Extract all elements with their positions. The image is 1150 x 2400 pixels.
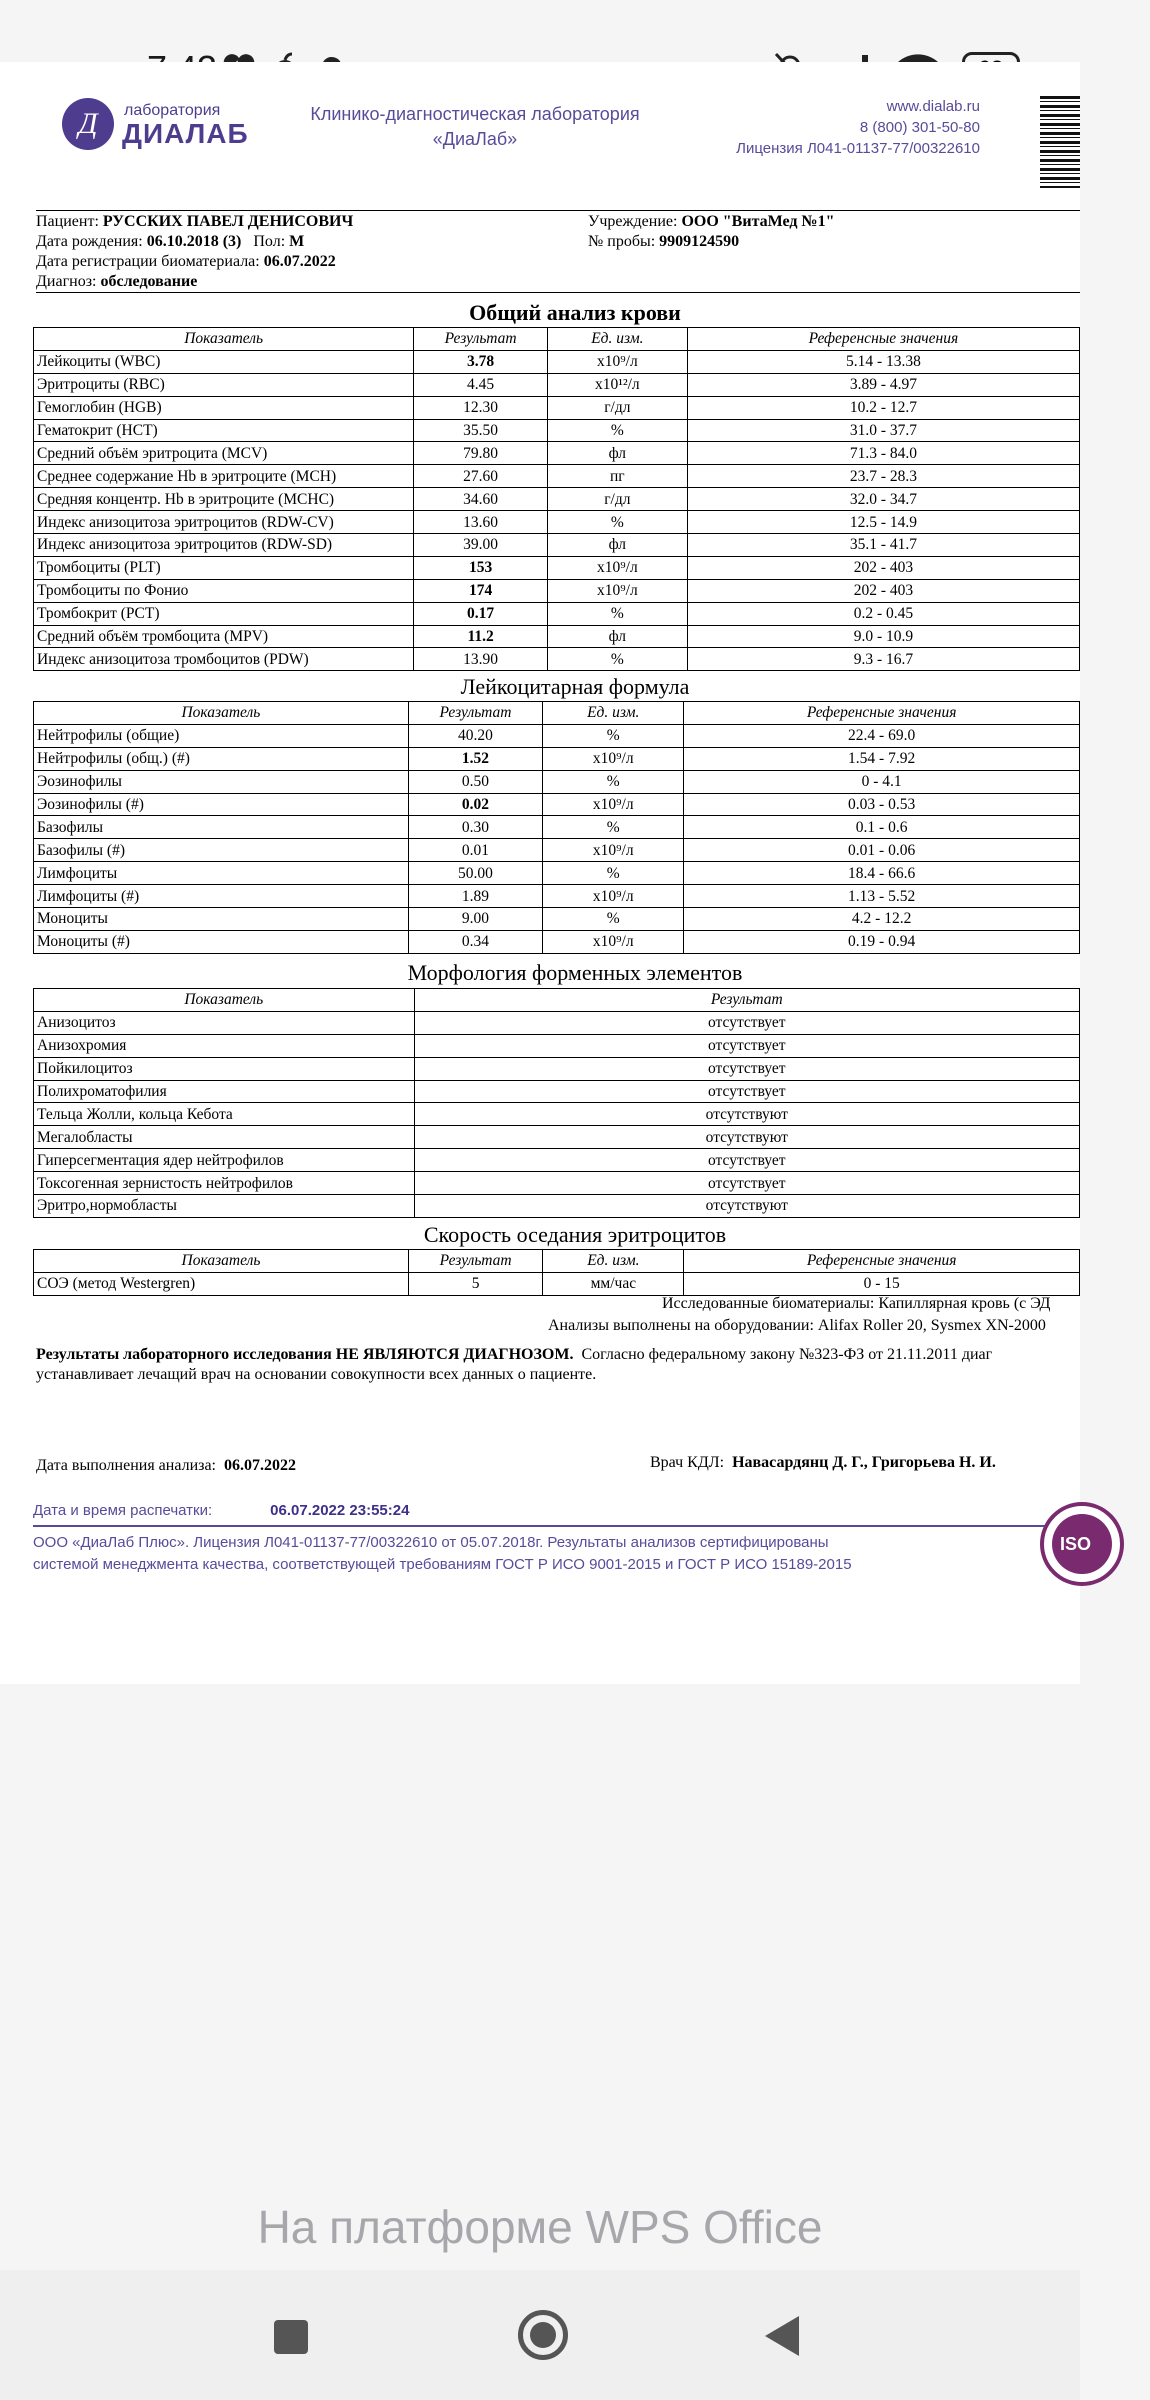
reference-range: 9.3 - 16.7 <box>687 648 1079 671</box>
param-name: Тромбоциты (PLT) <box>34 556 414 579</box>
param-name: Тромбоциты по Фонио <box>34 579 414 602</box>
reference-range: 1.54 - 7.92 <box>684 747 1080 770</box>
param-name: Индекс анизоцитоза эритроцитов (RDW-CV) <box>34 511 414 534</box>
table-row <box>34 511 1080 534</box>
reference-range: 23.7 - 28.3 <box>687 465 1079 488</box>
result-value: 34.60 <box>414 488 548 511</box>
disclaimer: Результаты лабораторного исследования НЕ ЯВЛЯЮТСЯ ДИАГНОЗОМ. Согласно федеральному закону №323-ФЗ от 21.11.2011 диаг <box>36 1346 993 1363</box>
lab-name: Клинико-диагностическая лаборатория «ДиаЛаб» <box>310 104 640 149</box>
unit-value: г/дл <box>547 488 687 511</box>
result-value: отсутствуют <box>414 1126 1079 1149</box>
table-header-row <box>34 328 1080 351</box>
param-name: Тромбокрит (PCT) <box>34 602 414 625</box>
result-value: 27.60 <box>414 465 548 488</box>
table-row <box>34 1126 1080 1149</box>
param-name: Нейтрофилы (общие) <box>34 724 409 747</box>
unit-value: % <box>547 648 687 671</box>
patient-sex: М <box>289 233 305 250</box>
result-value: 0.17 <box>414 602 548 625</box>
biomaterial-note: Исследованные биоматериалы: Капиллярная кровь (с ЭД <box>662 1295 1051 1312</box>
param-name: Анизохромия <box>34 1034 415 1057</box>
table-row <box>34 602 1080 625</box>
table-row <box>34 930 1080 953</box>
registration-date: 06.07.2022 <box>263 253 336 270</box>
table-row <box>34 396 1080 419</box>
param-name: Мегалобласты <box>34 1126 415 1149</box>
header-result: Результат <box>414 328 548 351</box>
table-row <box>34 1034 1080 1057</box>
table-row <box>34 862 1080 885</box>
lab-header <box>0 62 1080 192</box>
result-value: 1.89 <box>408 885 542 908</box>
esr-table <box>33 1249 1080 1296</box>
unit-value: % <box>543 908 684 931</box>
result-value: 13.60 <box>414 511 548 534</box>
reference-range: 4.2 - 12.2 <box>684 908 1080 931</box>
reference-range: 18.4 - 66.6 <box>684 862 1080 885</box>
result-value: 4.45 <box>414 373 548 396</box>
diagnosis: обследование <box>100 273 198 290</box>
document-page[interactable] <box>0 62 1092 1684</box>
table-row <box>34 488 1080 511</box>
section-title-morph: Морфология форменных элементов <box>407 960 743 985</box>
table-row <box>34 1080 1080 1103</box>
lab-license: Лицензия Л041-01137-77/00322610 <box>736 140 980 157</box>
table-row <box>34 908 1080 931</box>
lab-logo-icon: Д <box>62 98 114 150</box>
section-title-leuko: Лейкоцитарная формула <box>460 674 690 699</box>
result-value: 174 <box>414 579 548 602</box>
table-header-row: Показатель Результат <box>34 989 1080 1012</box>
header-unit: Ед. изм. <box>547 328 687 351</box>
param-name: Гиперсегментация ядер нейтрофилов <box>34 1149 415 1172</box>
reference-range: 71.3 - 84.0 <box>687 442 1079 465</box>
result-value: 0.50 <box>408 770 542 793</box>
recent-apps-button[interactable] <box>274 2320 308 2354</box>
section-title-cbc: Общий анализ крови <box>469 300 681 325</box>
param-name: Токсогенная зернистость нейтрофилов <box>34 1172 415 1195</box>
result-value: 3.78 <box>414 350 548 373</box>
param-name: Нейтрофилы (общ.) (#) <box>34 747 409 770</box>
param-name: СОЭ (метод Westergren) <box>34 1272 409 1295</box>
table-header-row: Показатель Результат Ед. изм. Референсные значения <box>34 702 1080 725</box>
reference-range: 202 - 403 <box>687 556 1079 579</box>
table-row <box>34 747 1080 770</box>
patient-name: РУССКИХ ПАВЕЛ ДЕНИСОВИЧ <box>102 213 354 230</box>
footer-divider <box>33 1525 1080 1527</box>
table-header-row: Показатель Результат Ед. изм. Референсные значения <box>34 1250 1080 1273</box>
table-row <box>34 648 1080 671</box>
result-value: отсутствуют <box>414 1195 1079 1218</box>
result-value: 0.01 <box>408 839 542 862</box>
table-row <box>34 816 1080 839</box>
unit-value: фл <box>547 442 687 465</box>
param-name: Лейкоциты (WBC) <box>34 350 414 373</box>
lab-phone: 8 (800) 301-50-80 <box>859 119 980 136</box>
unit-value: % <box>547 511 687 534</box>
reference-range: 0.1 - 0.6 <box>684 816 1080 839</box>
unit-value: мм/час <box>543 1272 684 1295</box>
back-button[interactable] <box>765 2316 799 2356</box>
lab-contacts <box>736 96 980 159</box>
result-value: отсутствует <box>414 1034 1079 1057</box>
param-name: Средняя концентр. Hb в эритроците (MCHC) <box>34 488 414 511</box>
table-row <box>34 465 1080 488</box>
reference-range: 0 - 15 <box>684 1272 1080 1295</box>
section-title-esr: Скорость оседания эритроцитов <box>423 1222 727 1247</box>
unit-value: х10⁹/л <box>543 747 684 770</box>
param-name: Индекс анизоцитоза тромбоцитов (PDW) <box>34 648 414 671</box>
sample-number: 9909124590 <box>659 233 740 250</box>
table-row <box>34 534 1080 557</box>
param-name: Гемоглобин (HGB) <box>34 396 414 419</box>
cbc-table <box>33 327 1080 671</box>
result-value: 5 <box>408 1272 542 1295</box>
analysis-date: Дата выполнения анализа: 06.07.2022 <box>36 1457 296 1474</box>
table-row <box>34 770 1080 793</box>
institution-info: Учреждение: ООО "ВитаМед №1" № пробы: 9909124590 <box>588 213 835 250</box>
reference-range: 3.89 - 4.97 <box>687 373 1079 396</box>
nav-bar <box>0 2270 1080 2400</box>
reference-range: 0.01 - 0.06 <box>684 839 1080 862</box>
reference-range: 0 - 4.1 <box>684 770 1080 793</box>
param-name: Тельца Жолли, кольца Кебота <box>34 1103 415 1126</box>
param-name: Анизоцитоз <box>34 1011 415 1034</box>
param-name: Лимфоциты (#) <box>34 885 409 908</box>
param-name: Базофилы <box>34 816 409 839</box>
table-row <box>34 724 1080 747</box>
patient-dob: 06.10.2018 (3) <box>146 233 242 250</box>
print-date: Дата и время распечатки: 06.07.2022 23:55:24 <box>33 1502 410 1519</box>
table-row <box>34 1011 1080 1034</box>
header-ref: Референсные значения <box>687 328 1079 351</box>
param-name: Моноциты <box>34 908 409 931</box>
result-value: 0.02 <box>408 793 542 816</box>
wps-watermark: На платформе WPS Office <box>257 2201 823 2253</box>
header-param: Показатель <box>34 328 414 351</box>
result-value: отсутствует <box>414 1011 1079 1034</box>
param-name: Эритроциты (RBC) <box>34 373 414 396</box>
table-row <box>34 839 1080 862</box>
table-row <box>34 1195 1080 1218</box>
leuko-table <box>33 701 1080 954</box>
result-value: 0.34 <box>408 930 542 953</box>
unit-value: х10⁹/л <box>547 579 687 602</box>
barcode <box>1040 96 1080 188</box>
result-value: 39.00 <box>414 534 548 557</box>
reference-range: 31.0 - 37.7 <box>687 419 1079 442</box>
disclaimer-line2: устанавливает лечащий врач на основании совокупности всех данных о пациенте. <box>36 1366 597 1383</box>
reference-range: 0.03 - 0.53 <box>684 793 1080 816</box>
reference-range: 22.4 - 69.0 <box>684 724 1080 747</box>
unit-value: х10⁹/л <box>543 885 684 908</box>
footer-text: ООО «ДиаЛаб Плюс». Лицензия Л041-01137-77/00322610 от 05.07.2018г. Результаты анализов сертифицированы системой менеджмента качества, соответствующей требованиям ГОСТ Р ИСО 9001-2015 и ГОСТ Р ИСО 15189-2015 <box>33 1534 852 1573</box>
table-row <box>34 885 1080 908</box>
logo-title: ДИАЛАБ <box>122 118 249 149</box>
table-row <box>34 625 1080 648</box>
result-value: отсутствует <box>414 1080 1079 1103</box>
reference-range: 1.13 - 5.52 <box>684 885 1080 908</box>
reference-range: 32.0 - 34.7 <box>687 488 1079 511</box>
unit-value: % <box>547 602 687 625</box>
patient-info: Пациент: РУССКИХ ПАВЕЛ ДЕНИСОВИЧ Дата рождения: 06.10.2018 (3) Пол: М Дата регистрации биоматериала: 06.07.2022 Диагноз: обследование <box>36 213 354 290</box>
unit-value: % <box>543 862 684 885</box>
table-row <box>34 1149 1080 1172</box>
param-name: Базофилы (#) <box>34 839 409 862</box>
result-value: 153 <box>414 556 548 579</box>
unit-value: % <box>547 419 687 442</box>
result-value: 12.30 <box>414 396 548 419</box>
equipment-note: Анализы выполнены на оборудовании: Alifax Roller 20, Sysmex XN-2000 <box>548 1317 1046 1334</box>
iso-seal-icon: ISO <box>1040 1502 1124 1586</box>
table-row <box>34 373 1080 396</box>
unit-value: % <box>543 724 684 747</box>
reference-range: 5.14 - 13.38 <box>687 350 1079 373</box>
logo-subtitle: лаборатория <box>124 102 221 119</box>
table-row <box>34 1172 1080 1195</box>
unit-value: % <box>543 816 684 839</box>
morph-table <box>33 988 1080 1218</box>
table-row <box>34 1057 1080 1080</box>
result-value: 0.30 <box>408 816 542 839</box>
result-value: 35.50 <box>414 419 548 442</box>
unit-value: х10¹²/л <box>547 373 687 396</box>
divider <box>36 292 1080 293</box>
result-value: отсутствует <box>414 1172 1079 1195</box>
institution: ООО "ВитаМед №1" <box>681 213 835 230</box>
home-button[interactable] <box>518 2310 568 2360</box>
param-name: Эозинофилы (#) <box>34 793 409 816</box>
unit-value: г/дл <box>547 396 687 419</box>
unit-value: х10⁹/л <box>547 556 687 579</box>
result-value: 9.00 <box>408 908 542 931</box>
reference-range: 0.19 - 0.94 <box>684 930 1080 953</box>
unit-value: х10⁹/л <box>547 350 687 373</box>
param-name: Индекс анизоцитоза эритроцитов (RDW-SD) <box>34 534 414 557</box>
param-name: Лимфоциты <box>34 862 409 885</box>
reference-range: 10.2 - 12.7 <box>687 396 1079 419</box>
reference-range: 0.2 - 0.45 <box>687 602 1079 625</box>
divider <box>36 210 1080 211</box>
unit-value: х10⁹/л <box>543 793 684 816</box>
table-row <box>34 1103 1080 1126</box>
table-row <box>34 1272 1080 1295</box>
param-name: Среднее содержание Hb в эритроците (MCH) <box>34 465 414 488</box>
table-row <box>34 350 1080 373</box>
table-row <box>34 556 1080 579</box>
result-value: отсутствует <box>414 1149 1079 1172</box>
param-name: Моноциты (#) <box>34 930 409 953</box>
param-name: Средний объём эритроцита (MCV) <box>34 442 414 465</box>
reference-range: 35.1 - 41.7 <box>687 534 1079 557</box>
unit-value: % <box>543 770 684 793</box>
param-name: Эозинофилы <box>34 770 409 793</box>
result-value: 40.20 <box>408 724 542 747</box>
unit-value: х10⁹/л <box>543 839 684 862</box>
unit-value: фл <box>547 534 687 557</box>
unit-value: х10⁹/л <box>543 930 684 953</box>
unit-value: фл <box>547 625 687 648</box>
result-value: 11.2 <box>414 625 548 648</box>
table-row <box>34 419 1080 442</box>
table-row <box>34 579 1080 602</box>
result-value: отсутствуют <box>414 1103 1079 1126</box>
doctor-signature: Врач КДЛ: Навасардянц Д. Г., Григорьева Н. И. <box>650 1454 996 1471</box>
result-value: отсутствует <box>414 1057 1079 1080</box>
reference-range: 9.0 - 10.9 <box>687 625 1079 648</box>
result-value: 13.90 <box>414 648 548 671</box>
param-name: Полихроматофилия <box>34 1080 415 1103</box>
lab-website: www.dialab.ru <box>886 98 980 115</box>
result-value: 1.52 <box>408 747 542 770</box>
param-name: Эритро,нормобласты <box>34 1195 415 1218</box>
param-name: Средний объём тромбоцита (MPV) <box>34 625 414 648</box>
result-value: 79.80 <box>414 442 548 465</box>
unit-value: пг <box>547 465 687 488</box>
reference-range: 202 - 403 <box>687 579 1079 602</box>
param-name: Гематокрит (HCT) <box>34 419 414 442</box>
result-value: 50.00 <box>408 862 542 885</box>
table-row <box>34 793 1080 816</box>
param-name: Пойкилоцитоз <box>34 1057 415 1080</box>
table-row <box>34 442 1080 465</box>
reference-range: 12.5 - 14.9 <box>687 511 1079 534</box>
